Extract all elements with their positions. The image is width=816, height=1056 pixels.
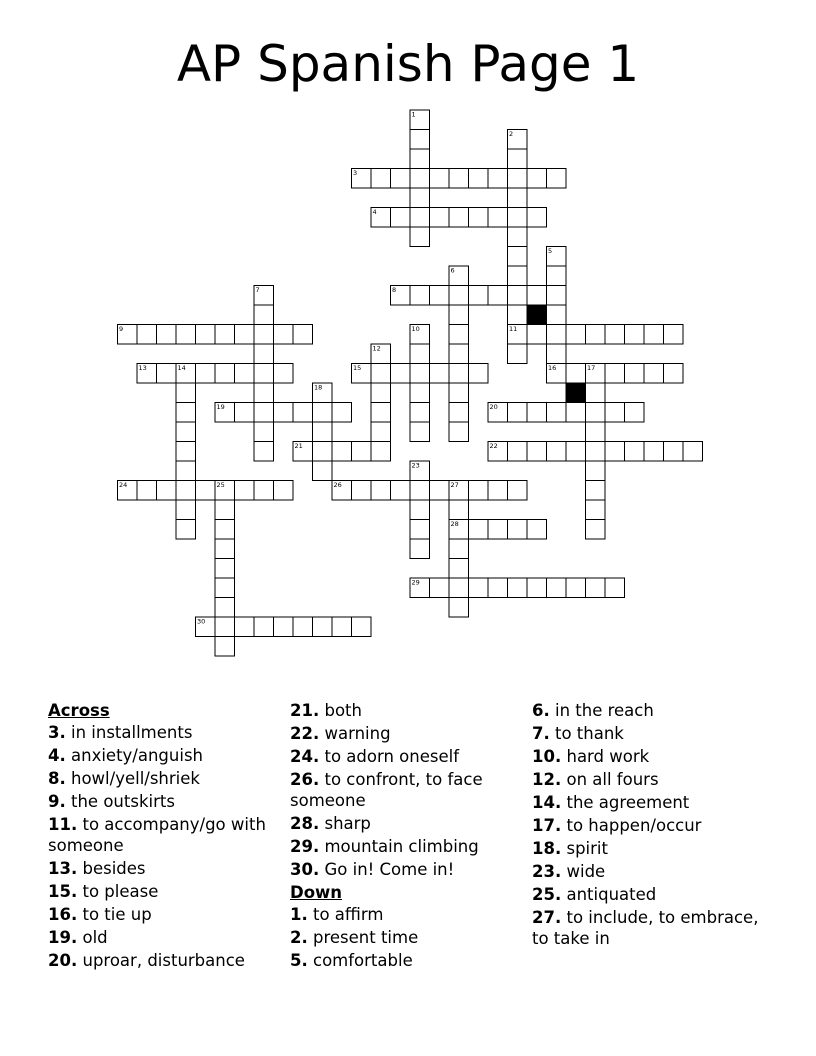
cell-number-7: 7 bbox=[255, 286, 260, 294]
grid-cell[interactable] bbox=[332, 403, 352, 423]
grid-cell[interactable] bbox=[215, 637, 235, 657]
grid-cell[interactable] bbox=[313, 617, 333, 637]
cell-number-12: 12 bbox=[372, 344, 381, 353]
grid-cell[interactable] bbox=[508, 578, 528, 598]
grid-cell[interactable] bbox=[254, 364, 274, 384]
grid-cell[interactable] bbox=[469, 481, 489, 501]
clue-down-18: 18. spirit bbox=[532, 839, 608, 858]
grid-cell[interactable] bbox=[176, 442, 196, 462]
grid-cell[interactable] bbox=[644, 325, 664, 345]
grid-cell[interactable] bbox=[586, 520, 606, 540]
grid-cell[interactable] bbox=[605, 578, 625, 598]
grid-cell[interactable] bbox=[176, 520, 196, 540]
grid-cell[interactable] bbox=[157, 325, 177, 345]
clue-across-15: 15. to please bbox=[48, 882, 159, 901]
grid-cell[interactable] bbox=[449, 422, 469, 442]
cell-number-9: 9 bbox=[119, 325, 124, 333]
grid-cell[interactable] bbox=[488, 208, 508, 228]
grid-cell[interactable] bbox=[371, 442, 391, 462]
grid-cell[interactable] bbox=[527, 403, 547, 423]
cell-number-8: 8 bbox=[392, 286, 397, 294]
grid-cell[interactable] bbox=[430, 481, 450, 501]
grid-cell[interactable] bbox=[508, 286, 528, 306]
grid-cell[interactable] bbox=[488, 578, 508, 598]
grid-cell[interactable] bbox=[410, 481, 430, 501]
grid-cell[interactable] bbox=[371, 169, 391, 189]
clue-down-17: 17. to happen/occur bbox=[532, 816, 702, 835]
clues-column-1 bbox=[48, 700, 283, 973]
grid-cell[interactable] bbox=[449, 325, 469, 345]
grid-cell[interactable] bbox=[235, 481, 255, 501]
grid-cell[interactable] bbox=[508, 305, 528, 325]
grid-cell[interactable] bbox=[371, 481, 391, 501]
grid-cell[interactable] bbox=[410, 422, 430, 442]
clue-down-2: 2. present time bbox=[290, 928, 419, 947]
cell-number-6: 6 bbox=[450, 266, 455, 275]
grid-cell[interactable] bbox=[469, 364, 489, 384]
grid-cell[interactable] bbox=[527, 208, 547, 228]
cell-number-29: 29 bbox=[411, 578, 420, 587]
grid-cell[interactable] bbox=[274, 481, 294, 501]
grid-cell[interactable] bbox=[625, 364, 645, 384]
clue-across-22: 22. warning bbox=[290, 724, 391, 743]
grid-cell[interactable] bbox=[391, 364, 411, 384]
grid-cell[interactable] bbox=[215, 500, 235, 520]
clue-across-16: 16. to tie up bbox=[48, 905, 152, 924]
across-heading: Across bbox=[48, 701, 110, 720]
grid-cell[interactable] bbox=[508, 149, 528, 169]
cell-number-24: 24 bbox=[119, 481, 128, 489]
grid-cell[interactable] bbox=[274, 325, 294, 345]
grid-cell[interactable] bbox=[196, 325, 216, 345]
grid-cell[interactable] bbox=[430, 578, 450, 598]
grid-cell[interactable] bbox=[410, 188, 430, 208]
clue-down-10: 10. hard work bbox=[532, 747, 650, 766]
grid-cell[interactable] bbox=[157, 481, 177, 501]
cell-number-22: 22 bbox=[489, 442, 498, 450]
clue-across-11: 11. to accompany/go with someone bbox=[48, 815, 266, 855]
grid-cell[interactable] bbox=[527, 169, 547, 189]
grid-cell[interactable] bbox=[586, 461, 606, 481]
clue-across-4: 4. anxiety/anguish bbox=[48, 746, 203, 765]
clue-down-6: 6. in the reach bbox=[532, 701, 654, 720]
puzzle-title: AP Spanish Page 1 bbox=[176, 35, 640, 93]
clue-down-14: 14. the agreement bbox=[532, 793, 690, 812]
grid-cell[interactable] bbox=[176, 461, 196, 481]
cell-number-15: 15 bbox=[353, 364, 362, 372]
grid-cell[interactable] bbox=[137, 325, 157, 345]
grid-cell[interactable] bbox=[625, 403, 645, 423]
grid-cell[interactable] bbox=[508, 169, 528, 189]
grid-cell[interactable] bbox=[449, 344, 469, 364]
grid-cell[interactable] bbox=[566, 442, 586, 462]
grid-cell[interactable] bbox=[449, 539, 469, 559]
grid-cell[interactable] bbox=[410, 169, 430, 189]
grid-cell[interactable] bbox=[508, 481, 528, 501]
clue-down-27: 27. to include, to embrace, to take in bbox=[532, 908, 759, 948]
grid-cell[interactable] bbox=[625, 442, 645, 462]
cell-number-19: 19 bbox=[216, 403, 225, 411]
grid-cell[interactable] bbox=[644, 364, 664, 384]
cell-number-23: 23 bbox=[411, 461, 420, 470]
grid-cell[interactable] bbox=[332, 617, 352, 637]
grid-cell[interactable] bbox=[235, 617, 255, 637]
grid-cell[interactable] bbox=[508, 247, 528, 267]
grid-cell[interactable] bbox=[254, 422, 274, 442]
grid-cell[interactable] bbox=[371, 364, 391, 384]
cell-number-26: 26 bbox=[333, 481, 342, 489]
grid-cell[interactable] bbox=[566, 325, 586, 345]
clues-column-3 bbox=[532, 700, 772, 951]
grid-cell[interactable] bbox=[137, 481, 157, 501]
grid-cell[interactable] bbox=[215, 598, 235, 618]
clue-across-9: 9. the outskirts bbox=[48, 792, 175, 811]
grid-cell[interactable] bbox=[157, 364, 177, 384]
grid-cell[interactable] bbox=[176, 422, 196, 442]
grid-cell[interactable] bbox=[547, 344, 567, 364]
clue-across-8: 8. howl/yell/shriek bbox=[48, 769, 200, 788]
grid-cell[interactable] bbox=[391, 481, 411, 501]
grid-cell[interactable] bbox=[449, 598, 469, 618]
cell-number-13: 13 bbox=[138, 364, 147, 372]
clue-across-29: 29. mountain climbing bbox=[290, 837, 479, 856]
grid-cell[interactable] bbox=[605, 442, 625, 462]
grid-cell[interactable] bbox=[547, 169, 567, 189]
grid-cell[interactable] bbox=[215, 325, 235, 345]
grid-cell[interactable] bbox=[371, 383, 391, 403]
grid-cell[interactable] bbox=[547, 266, 567, 286]
cell-number-14: 14 bbox=[177, 364, 186, 372]
grid-cell[interactable] bbox=[586, 578, 606, 598]
black-square bbox=[527, 305, 547, 325]
grid-cell[interactable] bbox=[566, 578, 586, 598]
grid-cell[interactable] bbox=[176, 481, 196, 501]
grid-cell[interactable] bbox=[176, 383, 196, 403]
cell-number-4: 4 bbox=[372, 208, 377, 216]
cell-number-30: 30 bbox=[197, 617, 206, 626]
grid-cell[interactable] bbox=[508, 266, 528, 286]
grid-cell[interactable] bbox=[449, 305, 469, 325]
grid-cell[interactable] bbox=[449, 286, 469, 306]
grid-cell[interactable] bbox=[176, 403, 196, 423]
clue-down-7: 7. to thank bbox=[532, 724, 624, 743]
grid-cell[interactable] bbox=[410, 130, 430, 150]
grid-cell[interactable] bbox=[586, 422, 606, 442]
grid-cell[interactable] bbox=[235, 403, 255, 423]
clue-down-25: 25. antiquated bbox=[532, 885, 657, 904]
grid-cell[interactable] bbox=[664, 442, 684, 462]
grid-cell[interactable] bbox=[586, 403, 606, 423]
grid-cell[interactable] bbox=[215, 559, 235, 579]
cell-number-20: 20 bbox=[489, 403, 498, 411]
grid-cell[interactable] bbox=[254, 325, 274, 345]
grid-cell[interactable] bbox=[449, 383, 469, 403]
clue-across-3: 3. in installments bbox=[48, 723, 193, 742]
grid-cell[interactable] bbox=[508, 442, 528, 462]
grid-cell[interactable] bbox=[410, 520, 430, 540]
black-square bbox=[566, 383, 586, 403]
grid-cell[interactable] bbox=[410, 286, 430, 306]
grid-cell[interactable] bbox=[274, 403, 294, 423]
grid-cell[interactable] bbox=[488, 169, 508, 189]
grid-cell[interactable] bbox=[293, 325, 313, 345]
grid-cell[interactable] bbox=[352, 442, 372, 462]
grid-cell[interactable] bbox=[430, 208, 450, 228]
cell-number-2: 2 bbox=[509, 130, 514, 138]
grid-cell[interactable] bbox=[410, 364, 430, 384]
grid-cell[interactable] bbox=[469, 169, 489, 189]
grid-cell[interactable] bbox=[293, 403, 313, 423]
grid-cell[interactable] bbox=[586, 383, 606, 403]
cell-number-17: 17 bbox=[587, 364, 596, 372]
cell-number-1: 1 bbox=[411, 110, 416, 119]
grid-cell[interactable] bbox=[410, 149, 430, 169]
grid-cell[interactable] bbox=[313, 403, 333, 423]
grid-cell[interactable] bbox=[274, 364, 294, 384]
grid-cell[interactable] bbox=[410, 208, 430, 228]
grid-cell[interactable] bbox=[215, 364, 235, 384]
grid-cell[interactable] bbox=[371, 422, 391, 442]
grid-cell[interactable] bbox=[215, 578, 235, 598]
grid-cell[interactable] bbox=[352, 617, 372, 637]
grid-cell[interactable] bbox=[449, 364, 469, 384]
grid-cell[interactable] bbox=[508, 403, 528, 423]
grid-cell[interactable] bbox=[352, 481, 372, 501]
clue-down-23: 23. wide bbox=[532, 862, 606, 881]
cell-number-25: 25 bbox=[216, 481, 225, 489]
grid-cell[interactable] bbox=[527, 578, 547, 598]
grid-cell[interactable] bbox=[430, 286, 450, 306]
grid-cell[interactable] bbox=[293, 617, 313, 637]
grid-cell[interactable] bbox=[488, 481, 508, 501]
grid-cell[interactable] bbox=[449, 500, 469, 520]
grid-cell[interactable] bbox=[547, 578, 567, 598]
grid-cell[interactable] bbox=[235, 364, 255, 384]
grid-cell[interactable] bbox=[254, 403, 274, 423]
clues-column-2 bbox=[290, 700, 525, 973]
grid-cell[interactable] bbox=[683, 442, 703, 462]
clue-across-26: 26. to confront, to face someone bbox=[290, 770, 483, 810]
clue-across-30: 30. Go in! Come in! bbox=[290, 860, 455, 879]
grid-cell[interactable] bbox=[254, 481, 274, 501]
grid-cell[interactable] bbox=[449, 208, 469, 228]
clue-across-20: 20. uproar, disturbance bbox=[48, 951, 245, 970]
grid-cell[interactable] bbox=[391, 208, 411, 228]
grid-cell[interactable] bbox=[430, 364, 450, 384]
grid-cell[interactable] bbox=[547, 325, 567, 345]
cell-number-11: 11 bbox=[509, 325, 518, 333]
cell-number-5: 5 bbox=[548, 247, 553, 255]
grid-cell[interactable] bbox=[215, 520, 235, 540]
grid-cell[interactable] bbox=[196, 364, 216, 384]
down-heading: Down bbox=[290, 883, 343, 902]
grid-cell[interactable] bbox=[586, 325, 606, 345]
grid-cell[interactable] bbox=[527, 520, 547, 540]
grid-cell[interactable] bbox=[488, 520, 508, 540]
clue-across-24: 24. to adorn oneself bbox=[290, 747, 460, 766]
grid-cell[interactable] bbox=[547, 442, 567, 462]
grid-cell[interactable] bbox=[391, 169, 411, 189]
grid-cell[interactable] bbox=[508, 188, 528, 208]
grid-cell[interactable] bbox=[469, 208, 489, 228]
grid-cell[interactable] bbox=[449, 559, 469, 579]
grid-cell[interactable] bbox=[644, 442, 664, 462]
grid-cell[interactable] bbox=[410, 539, 430, 559]
grid-cell[interactable] bbox=[410, 227, 430, 247]
grid-cell[interactable] bbox=[469, 286, 489, 306]
grid-cell[interactable] bbox=[527, 286, 547, 306]
clue-down-12: 12. on all fours bbox=[532, 770, 659, 789]
grid-cell[interactable] bbox=[547, 305, 567, 325]
grid-cell[interactable] bbox=[605, 403, 625, 423]
grid-cell[interactable] bbox=[449, 169, 469, 189]
grid-cell[interactable] bbox=[508, 344, 528, 364]
grid-cell[interactable] bbox=[254, 442, 274, 462]
grid-cell[interactable] bbox=[508, 208, 528, 228]
grid-cell[interactable] bbox=[215, 539, 235, 559]
cell-number-18: 18 bbox=[314, 383, 323, 392]
cell-number-21: 21 bbox=[294, 442, 303, 450]
cell-number-3: 3 bbox=[353, 169, 358, 177]
grid-cell[interactable] bbox=[235, 325, 255, 345]
grid-cell[interactable] bbox=[254, 383, 274, 403]
grid-cell[interactable] bbox=[664, 364, 684, 384]
grid-cell[interactable] bbox=[332, 442, 352, 462]
grid-cell[interactable] bbox=[274, 617, 294, 637]
grid-cell[interactable] bbox=[625, 325, 645, 345]
grid-cell[interactable] bbox=[449, 578, 469, 598]
grid-cell[interactable] bbox=[547, 286, 567, 306]
grid-cell[interactable] bbox=[566, 364, 586, 384]
grid-cell[interactable] bbox=[176, 500, 196, 520]
grid-cell[interactable] bbox=[527, 325, 547, 345]
grid-cell[interactable] bbox=[430, 169, 450, 189]
grid-cell[interactable] bbox=[176, 325, 196, 345]
grid-cell[interactable] bbox=[410, 403, 430, 423]
grid-cell[interactable] bbox=[313, 422, 333, 442]
grid-cell[interactable] bbox=[196, 481, 216, 501]
grid-cell[interactable] bbox=[254, 617, 274, 637]
grid-cell[interactable] bbox=[254, 305, 274, 325]
cell-number-28: 28 bbox=[450, 520, 459, 528]
grid-cell[interactable] bbox=[469, 578, 489, 598]
grid-cell[interactable] bbox=[566, 403, 586, 423]
clue-across-21: 21. both bbox=[290, 701, 362, 720]
grid-cell[interactable] bbox=[527, 442, 547, 462]
grid-cell[interactable] bbox=[313, 442, 333, 462]
grid-cell[interactable] bbox=[605, 364, 625, 384]
grid-cell[interactable] bbox=[508, 520, 528, 540]
grid-cell[interactable] bbox=[410, 500, 430, 520]
grid-cell[interactable] bbox=[254, 344, 274, 364]
grid-cell[interactable] bbox=[313, 461, 333, 481]
grid-cell[interactable] bbox=[410, 344, 430, 364]
grid-cell[interactable] bbox=[605, 325, 625, 345]
grid-cell[interactable] bbox=[410, 383, 430, 403]
clue-across-13: 13. besides bbox=[48, 859, 146, 878]
grid-cell[interactable] bbox=[547, 403, 567, 423]
grid-cell[interactable] bbox=[508, 227, 528, 247]
grid-cell[interactable] bbox=[586, 481, 606, 501]
grid-cell[interactable] bbox=[469, 520, 489, 540]
grid-cell[interactable] bbox=[371, 403, 391, 423]
clue-across-19: 19. old bbox=[48, 928, 108, 947]
clue-down-1: 1. to affirm bbox=[290, 905, 384, 924]
grid-cell[interactable] bbox=[586, 442, 606, 462]
clue-down-5: 5. comfortable bbox=[290, 951, 413, 970]
cell-number-16: 16 bbox=[548, 364, 557, 372]
cell-number-27: 27 bbox=[450, 481, 459, 489]
grid-cell[interactable] bbox=[215, 617, 235, 637]
grid-cell[interactable] bbox=[449, 403, 469, 423]
grid-cell[interactable] bbox=[488, 286, 508, 306]
clue-across-28: 28. sharp bbox=[290, 814, 371, 833]
grid-cell[interactable] bbox=[586, 500, 606, 520]
grid-cell[interactable] bbox=[664, 325, 684, 345]
cell-number-10: 10 bbox=[411, 325, 420, 333]
